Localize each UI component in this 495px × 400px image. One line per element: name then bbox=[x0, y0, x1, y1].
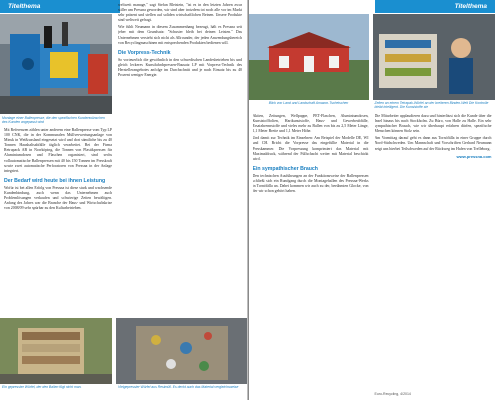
pressed-cube-photo bbox=[0, 318, 112, 384]
left-col-1 bbox=[4, 128, 112, 318]
left-col2-paragraph-1: weltweit manage," sagt Stefan Bleistein, "ist es in den letzten Jahren zwar stiller um Pressna geworden, wir sind aber trotzdem tot noch alle vor im Markt sehr präsent und stellen auf soliden wirtschaftlichen Beinen. Unsere Produkte sind weltweit gefragt. bbox=[118, 3, 242, 23]
left-col1-heading: Der Bedarf wird heute bei ihnen Leistung bbox=[4, 177, 106, 184]
caption-bottom-right: Vielgepresster Würfel aus Restmüll. Es deckt auch das Material vergleichsweise bbox=[118, 385, 239, 389]
restmuell-cube-photo bbox=[116, 318, 247, 384]
right-footer: Euro-Recycling, 4/2014 bbox=[374, 392, 411, 396]
caption-mid-left: Blick von Land und Landschaft Amazon-Tschetschen bbox=[268, 101, 349, 105]
right-col2-paragraph-1: Die Mitarbeiter applaudieren dazu und hinterlässt sich die Kunde über die Insel hinaus bis nach Stockholm. Zu Büro, von Halle zu Halle. Ein sehr sympathischer Brauch, wie wir überhaupt erfahren dürfen, spezifische Menschen können Stolz sein. bbox=[374, 114, 492, 134]
right-page bbox=[249, 0, 495, 400]
left-col-2 bbox=[118, 3, 242, 313]
right-col1-heading: Ein sympathischer Brauch bbox=[252, 165, 318, 172]
left-page bbox=[0, 0, 247, 400]
caption-bottom-left: Ein gepresster Würfel, der den Ballen fügt nicht man. bbox=[2, 385, 82, 389]
left-col1-paragraph-1: Mit Referenzen zählen unter anderem eine Ballenpresse vom Typ LP 100 CNK, die in der Kommunalen Müllverwertungsanlage von Minsk in Weißrussland eingesetzt wird und dort sämtliche bis zu 40 Tonnen Haushaltsabfälle täglich verarbeitet. Bei der Firma Retrupack AB in Norrköping, die Tonnen von Plastikpressen für Aluminiumdosen und Flaschen organisiert, sind sechs vollautomatische Ballenpressen mit 40 bis 150 Tonnen im Presskraft sowie zwei automatische Perforatoren von Pressna in der Anlage integriert. bbox=[4, 128, 112, 173]
right-col1-paragraph-2: Und damit zur Technik im Einzelnen: Am Beispiel der Modelle DE, WI und CH. Bricht die Vorpresse das eingefüllte Material in die Presskammer. Die Vorpressung komprimiert das Material mit Maximaldruck, während der Füllschacht weiter mit Material beschickt wird. bbox=[252, 136, 369, 161]
right-col-1 bbox=[253, 114, 369, 386]
right-col1-paragraph-1: Aktien, Zeitungen, Wellpappe, PET-Flaschen, Aluminiumdosen, Kunststofffolien, Hartkunststoffe, Haus- und Gewerbeabfälle, Ersatzbrennstoffe und vieles mehr zu Ballen von bis zu 2,5 Meter Länge, 1,1 Meter Breite und 1,1 Meter Höhe. bbox=[252, 114, 369, 134]
left-col2-heading: Die Vorpress-Technik bbox=[118, 49, 171, 56]
right-col-2 bbox=[375, 114, 492, 314]
right-col1-paragraph-3: Den technischen Ausführungen an der Funktionsweise der Ballenpressen schließt sich ein Rundgang durch die Montagehallen des Pressna-Werks in Tornöfälla an. Dabei kommen wir auch zu der, berühmten Glocke, von der wir schon gehört haben. bbox=[252, 173, 369, 194]
baler-machine-photo bbox=[0, 14, 112, 114]
caption-mid-right: Zeiten an einem Tetrapak-Würfel an der breiteren Binden-Welt Die Kontrolle bleibt intelligent. Die Kunststoffe sie bbox=[374, 101, 489, 110]
pressna-website: www.pressna.com bbox=[456, 153, 492, 159]
caption-top-left: Montage einer Ballenpresse, die den spezifischen Kundenwünschen des Kunden angepasst wird bbox=[2, 116, 105, 125]
factory-exterior-photo bbox=[249, 14, 369, 100]
right-header-label: Titelthema bbox=[454, 3, 487, 10]
right-col2-paragraph-2: Am Vormittag darauf geht es dann aus Tornöfälla in einer Gruppe durch Nord-Südschweden. Um Mannschaft und Vorschriften Gerhard Neumann zeigt uns hierbei Teilschweden auf der Rückweg im Hafen von Trelleborg. bbox=[374, 136, 492, 151]
tetrapak-cube-photo bbox=[373, 14, 495, 100]
left-col2-paragraph-3: So vorteuerlich die gewöhnlich in den schwedischen Landesbetrieben bis und gleich leckeres Kunstfahrdrpressen-Bausatz LP mit Vorpress-Technik des Herstellerangebotes anfolge im Durchschnitt und je nach Einsatz bis zu 40 Prozent weniger Energie. bbox=[118, 57, 242, 78]
left-header-label: Titelthema bbox=[8, 3, 41, 10]
spread-gutter bbox=[247, 0, 248, 400]
left-col2-paragraph-2: Wie fühlt Neumann in diesem Zusammenhang bezeugt, hält es Pressna seit jeher mit dem Grundsatz: "Schuster bleib bei deinen Leisten." Das Unternehmen versteht sich nicht als Allrounder, der jeden Anwendungsbereich von Recyclingmaschinen mit entsprechenden Produkten bedienen will. bbox=[118, 25, 242, 45]
left-col1-paragraph-2: Wofür ist bei allen Erfolg von Pressna ist diese stark und wachsende Kundenbindung, auch wenn das Unternehmen auch Problemlösungen verkaufen und schwierige Zeiten bewältigen. Anfang des Jahres war die Branche der Haus- und Wirtschaftskrise von 2008/09 sehr spürbar zu den Kulturbetrieben. bbox=[4, 185, 112, 211]
left-page-header bbox=[0, 0, 120, 13]
right-page-header bbox=[375, 0, 495, 13]
